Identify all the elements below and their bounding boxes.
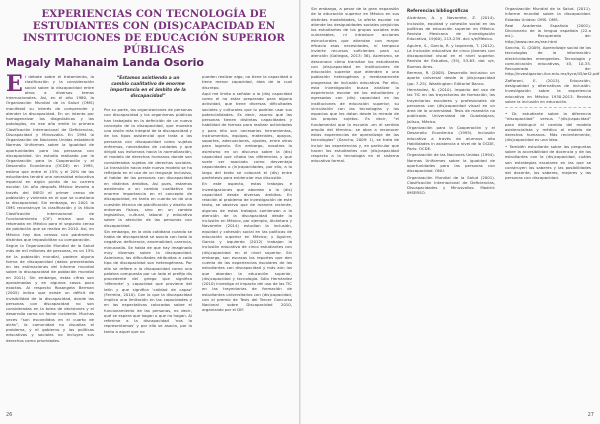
right-column-1	[311, 6, 399, 410]
reference-item: Organización para la Cooperación y el Desarrollo Económico (1995). Inclusión educativa a través de alumnos alto Habilidades in asistencia a nivel de la OCDE, París: OCDE.	[407, 125, 495, 151]
page-number-right: 27	[587, 412, 594, 418]
footnote: • Dr. estudiante sobre la diferencia “discapacidad” versus “(dis)capacidad” para distinguir el cambio del modelo asistencialista y médico al modelo de derechos humanos. Más recientemente, (dis)capacidad es una idea.	[505, 111, 591, 143]
paragraph: Por su parte, las organizaciones de personas con discapacidad y los organismos públicos han trabajado en la definición de un nuevo concepto de la discapacidad, que muestra una visión más integral de la discapacidad y de los tipos asistencial que trata a las personas con discapacidad como sujetos enfermos, necesitados de cuidados y que dirigió sus esfuerzos hacia la normalización, el modelo de derechos humanos donde son considerados sujetos de derechos sociales. La transición hacia este nuevo modelo se ha reflejado en el uso de un lenguaje inclusivo, al hablar de las personas con discapacidad en distintos ámbitos. Así pues, estamos asistiendo a un cambio cualitativo de enorme importancia en el concepto de discapacidad, en tanto en cuanto se da una cuestión técnica de planificación y diseño de entornos físicos, sino en un cambio legislativo, cultural, laboral y educativo sobre la atención de las personas con discapacidad.	[104, 107, 192, 228]
paragraph: Aquí me limito a señalar a la (dis) capacidad como el no estar preparado para alguna actividad, que tiene diversas dificultades sociales y culturales que lo podrían usar sus potencialidades. Es decir, asumo que las personas tienen distintas capacidades y habilidad de formas para realizar actividades y para ello son necesarias herramientas, instrumentos, equipos, materiales, apoyos, soportes, adecuaciones, ajustes, entre otros para lograrlo. Sin embargo, nosotros la asimismo en un discurso sobre la (dis) capacidad que citaba las diferencias y que suele ser asociado como desventaja capacidades o (in)capacidades, por ello, a lo largo del texto se colocará el (dis) entre paréntesis para evidenciar esa discusión.	[202, 90, 292, 180]
reference-item: Alcántara, A. y Navarrete, Z. (2014). Inclusión, equidad y cohesión social en las políticas de educación superior en México. Revista Mexicana de Investigación Educativa, 19(60), 213-239. doi: s/e/México.	[407, 15, 495, 42]
left-column-3	[202, 74, 292, 408]
separator	[505, 107, 591, 108]
author-name: Magaly Mahanaim Landa Osorio	[6, 56, 204, 69]
paragraph	[6, 71, 94, 242]
footnote: • También estudiante sobre las preguntas sobre la accesibilidad de docencia y de los estudiantes con la (dis)capacidad, cuáles son estrategias escolares en las que se construyen los saberes y las posibilidades del docente, los saberes, mejores y las personas con discapacidad.	[505, 143, 591, 181]
paragraph: Según la Organización Mundial de la Salud más de mil millones de personas, es un 15% de la población mundial, padece alguna forma de discapacidad (datos presentados en las estimaciones del Informe mundial sobre la discapacidad de población mundial en 2011). Sin embargo, estas cifras son aproximadas y en algunos casos poco exactas. Al respecto Rosangela Berman (2005) indica que existe un déficit de invisibilidad de la discapacidad, donde las personas con discapacidad no son consideradas en la toma de decisiones y el desarrollo como un factor incidente. Muchas veces “son escondidos en el cuarto de atrás”, la comunidad no visualiza el problema, y el gobierno y las políticas educativas y sociales no incluyen sus derechos como prioridades.	[6, 243, 94, 343]
paragraph: pueden realizar algo, no tiene la capacidad o tiene menor capacidad, idea de la cual discrepo.	[202, 74, 292, 90]
left-page	[0, 0, 299, 424]
page-number-left: 26	[6, 412, 13, 418]
references-heading: Referencias bibliográficas	[407, 8, 469, 13]
right-page	[301, 0, 600, 424]
drop-cap: E	[6, 71, 23, 97]
reference-item: Aguirre, S., García, R. y Izquierdo, T. (2012). La inclusión educativa de cinco jóvenes con discapacidad visual en el nivel superior. Revista de Estudios, (35), 53-63. doi: s/e, Buenos Aires.	[407, 42, 495, 69]
paragraph: Sin embargo, en la vida cotidiana cuando se habla de discapacidad se asocia con todo lo negativo: deficiencia, anormalidad, carencia, minusvalía. Se habla de que hay imaginado muy diversas sobre la discapacidad. Asimismo, las dificultades atribuidas a cada tipo de discapacidad son heterogéneas. Por ello se refiere a la discapacidad como una palabra compuesta por un lado el prefijo dis procedente del griego que significa ‘diferente’ y capacidad que proviene del latín y que significa ‘calidad de capaz’ (Ferreira, 2010). Con lo que la discapacidad implica una limitación en las capacidades y en las expectativas colocadas sobre el funcionamiento de las personas, es decir, qué se espera que hagan o que no hagan. Al referirse a la discapacidad ‘nos la representamos’ y por ello se asocia, por lo tanto a aquel que no	[104, 228, 192, 334]
right-column-2	[407, 6, 495, 410]
reference-item: Organización Mundial de la Salud (2001). Clasificación Internacional de Deficiencias, Discapacidades y Minusvalías. Madrid: IMSERSO.	[407, 174, 495, 196]
article-title: EXPERIENCIAS CON TECNOLOGÍA DE ESTUDIANTES CON (DIS)CAPACIDAD EN INSTITUCIONES DE EDUCACIÓN SUPERIOR PÚBLICAS	[23, 8, 285, 56]
left-column-2	[104, 74, 192, 408]
left-column-1	[6, 71, 94, 408]
paragraph-text: l debate sobre el tratamiento, la clasificación y la consideración social sobre la discapacidad entre otros a diversos temas internacionales. Así, en el año 1980, la Organización Mundial de la Salud (OMS) manifestó su interés de comprender y atender la discapacidad. En un intento por homogeneizar los diagnósticos y las patologías, en ese año emite la primera Clasificación Internacional de Deficiencias, Discapacidad y Minusvalía. En 1994 la Organización de Naciones Unidas estableció Normas Uniformes sobre la igualdad de oportunidades para las personas con discapacidad. Un estudio realizado por la Organización para la Cooperación y el Desarrollo Económico (OCDE) en 1995, estima que entre el 15% y el 20% de los estudiantes tendrá una necesidad educativa especial en algún punto de su carrera escolar. Un año después México levanta a través del INEGI el primer censo de población y vivienda en el que se cuestiona la discapacidad. Sin embargo, en 2001 la OMS reconstruye la clasificación y la titula Clasificación Internacional de Funcionamiento (CIF) misma que es retomada en México para el segundo censo de población que se realiza en 2010. Así, en México hay dos censos con parámetros distintos que imposibilitan su comparación.	[6, 74, 94, 242]
pull-quote: “Estamos asistiendo a un cambio cualitativo de enorme importancia en el ámbito de la discapacidad”	[110, 76, 186, 99]
reference-item: Sancho, G. (2009). Aprendizaje social de las tecnologías de la información: electricidades emergentes. Tecnología y comunicación educativas, 45, 10-33. Recuperado de: http://investigacion.ilce.edu.mx/tyce/45/art2.pdf	[505, 45, 600, 77]
reference-item: Organización de las Naciones Unidas (1994). Normas Uniformes sobre la igualdad de oportunidades para las personas con discapacidad. ONU.	[407, 152, 495, 174]
reference-item: Real Academia Española (2001). Diccionario de la lengua española (22.a ed.). Recuperado de: http://www.rae.es/rae.html	[505, 22, 591, 44]
right-column-3	[505, 6, 600, 410]
reference-item: Organización Mundial de la Salud. (2011). Informe mundial sobre la discapacidad. Estados Unidos: OMS. OMS.	[505, 6, 591, 22]
reference-item: Hernández, N. (2010). Impacto del uso de las TIC en las trayectorias de formación, las trayectorias escolares y profesionales de personas con (dis)capacidad visual en un área de la universidad. Tesis de maestría no publicada. Universidad de Guadalajara, Jalisco, México.	[407, 87, 495, 124]
paragraph: En este aspecto, estas trabajos e investigaciones que abordan a la (dis) capacidad desde diversos ámbitos. En relación al problema de investigación de este texto, se observa que de manera reciente, algunos de estos trabajos comienzan a la atención de la discapacidad desde la inclusión en México, por ejemplo, Alcántara y Navarrete (2014) estudian la inclusión, equidad y cohesión social en las políticas de educación superior en México; y Aguirre, García y Izquierdo (2012) trabajan la inclusión educativa de cinco estudiantes con (dis)capacidad en el nivel superior. Sin embargo, son escasos los reportes que den cuenta de las experiencias escolares de los estudiantes con discapacidad y más aún los que abordan la educación superior, (dis)capacidad y tecnología. Sólo Hernández (2010) investiga el impacto del uso de las TIC en las trayectorias de formación de estudiantes universitarios con (dis)capacidad, con el premio de Tesis del Tercer Concurso Nacional sobre Discapacidad 2010, organizado por el DIF.	[202, 181, 292, 313]
reference-item: Berman, R. (2005). Desarrollo inclusivo: un aporte universal desde la (dis)capacidad (pp. 7-25). Washington: Editorial Banco.	[407, 70, 495, 86]
paragraph: Sin embargo, a pesar de la gran expansión de la educación superior en México en sus distintas modalidades, la oferta escolar no atiende las desigualdades sociales prejuicios los estudiantes de los grupos sociales más vulnerables, ni introduce acciones estructurales que atiendan con mayor eficacia esas necesidades, ni tampoco invierte recursos suficientes para su atención (Gallegos, 2013: 36). Asimismo, se desconoce cómo transitan los estudiantes con (dis)capacidad en instituciones de educación superior que atienden a una población heterogénea y medianamente progresiva de inclusión educativa. Por ello, esta investigación busca analizar la experiencia escolar de los estudiantes y egresados con (dis) capacidad en las instituciones de educación superior, su vinculación con las tecnologías y los espacios que les dotan desde la mirada de los propios sujetos. Es decir, “el fundamental que la escuela –en el sentido amplio del término– se abra a reconocer estas experiencias de aprendizaje de las tecnologías” (Sancho, 2009: 1), se trata de incluir las experiencias y, en particular que hacen los estudiantes con (dis)capacidad respecto a la tecnología en el sistema educativo formal.	[311, 6, 399, 164]
reference-item: Zaffaroni, E. (2013). Educación, desigualdad y alternativas de inclusión. Investigación sobre la experiencia educativa en México 1930-2013. Revista sobre la inclusión en educación.	[505, 77, 591, 104]
